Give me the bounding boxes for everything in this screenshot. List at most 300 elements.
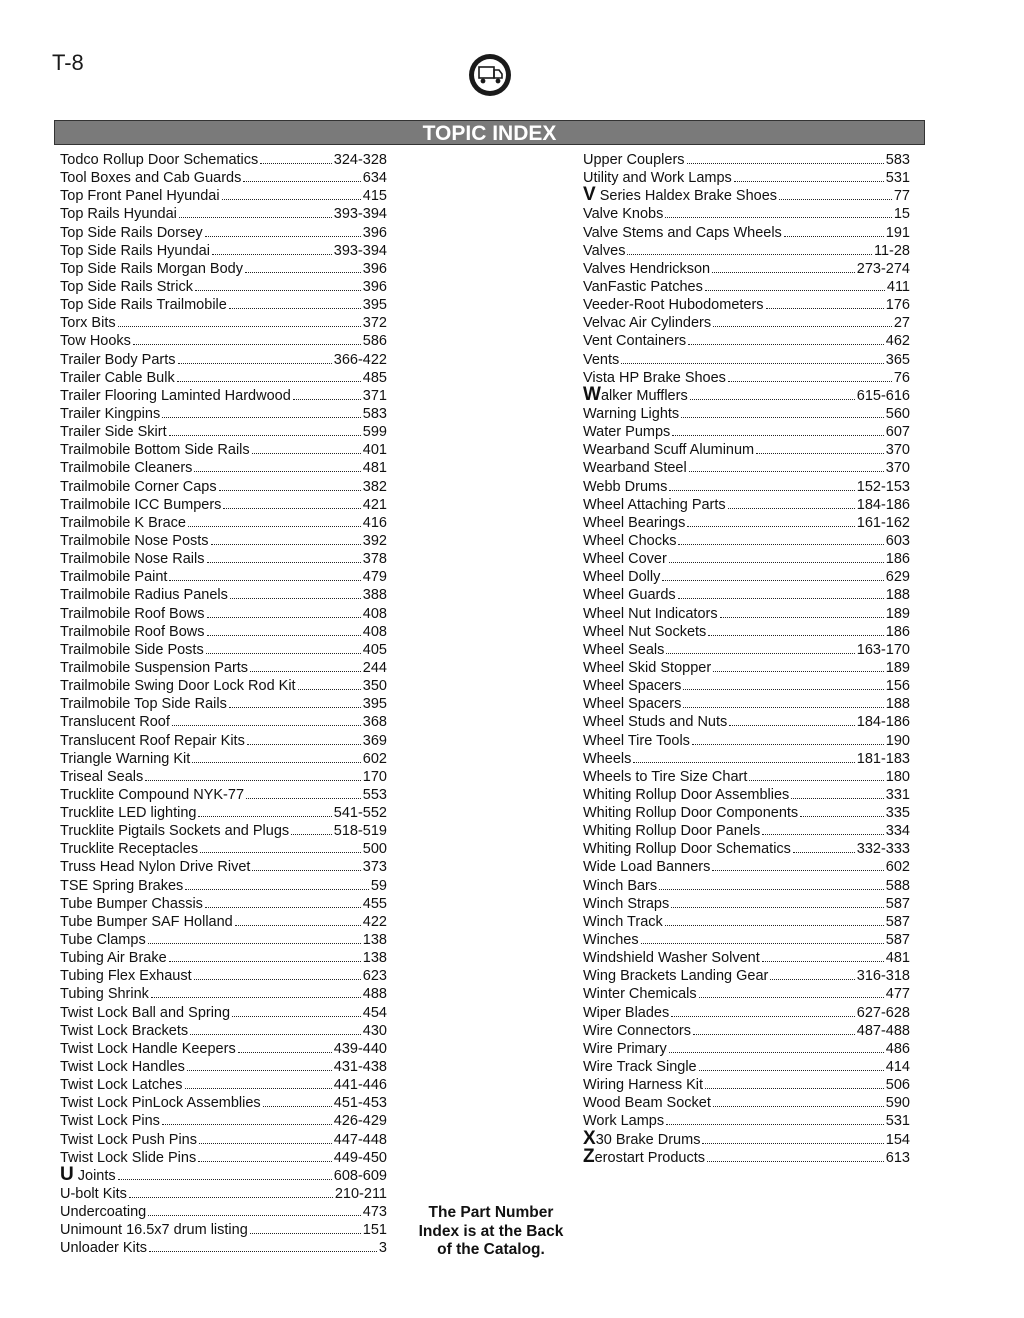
entry-topic-text: Top Rails Hyundai [60, 206, 177, 223]
entry-page: 447-448 [333, 1131, 387, 1148]
index-entry [583, 750, 910, 768]
index-entry [60, 387, 387, 405]
dot-leader [690, 399, 855, 400]
entry-page: 411 [886, 278, 910, 295]
entry-topic-text: Water Pumps [583, 424, 671, 441]
index-entry [583, 278, 910, 296]
entry-topic [583, 985, 697, 1003]
entry-topic [583, 768, 747, 786]
index-entry [583, 514, 910, 532]
dot-leader [713, 1106, 884, 1107]
entry-page: 369 [362, 732, 387, 749]
entry-page: 599 [362, 424, 387, 441]
entry-page: 479 [362, 569, 387, 586]
entry-topic-text: TSE Spring Brakes [60, 877, 184, 894]
dot-leader [687, 163, 884, 164]
entry-topic-text: Trucklite Receptacles [60, 841, 199, 858]
entry-topic [60, 967, 192, 985]
index-entry [60, 1094, 387, 1112]
dot-leader [133, 344, 361, 345]
entry-page: 371 [362, 387, 387, 404]
index-entry [583, 695, 910, 713]
index-entry [583, 242, 910, 260]
index-entry [60, 804, 387, 822]
dot-leader [669, 562, 884, 563]
entry-topic [583, 205, 663, 223]
dot-leader [185, 1088, 332, 1089]
index-entry [60, 260, 387, 278]
entry-topic [60, 224, 203, 242]
index-entry [583, 1022, 910, 1040]
index-entry [583, 351, 910, 369]
entry-page: 430 [362, 1022, 387, 1039]
index-entry [60, 877, 387, 895]
entry-page: 488 [362, 986, 387, 1003]
dot-leader [791, 798, 883, 799]
index-entry [583, 967, 910, 985]
dot-leader [689, 471, 884, 472]
entry-page: 11-28 [873, 242, 910, 259]
entry-topic-text: Joints [73, 1167, 116, 1184]
entry-page: 462 [885, 333, 910, 350]
entry-topic [583, 840, 791, 858]
index-entry [583, 949, 910, 967]
index-entry [60, 1022, 387, 1040]
entry-topic-text: 30 Brake Drums [595, 1131, 701, 1148]
entry-page: 392 [362, 532, 387, 549]
entry-topic-text: Tubing Shrink [60, 986, 149, 1003]
entry-topic [60, 732, 245, 750]
index-entry [583, 532, 910, 550]
dot-leader [793, 852, 855, 853]
entry-topic-text: Veeder-Root Hubodometers [583, 297, 764, 314]
dot-leader [222, 199, 361, 200]
dot-leader [172, 725, 361, 726]
entry-page: 588 [885, 877, 910, 894]
entry-topic-text: Vents [583, 351, 620, 368]
entry-page: 365 [885, 351, 910, 368]
entry-topic [583, 383, 688, 405]
entry-topic [60, 1058, 185, 1076]
dot-leader [687, 526, 854, 527]
entry-topic-text: alker Mufflers [600, 387, 688, 404]
entry-topic [583, 1004, 669, 1022]
dot-leader [766, 308, 884, 309]
dot-leader [688, 344, 884, 345]
index-entry [60, 405, 387, 423]
dot-leader [223, 508, 360, 509]
entry-page: 188 [885, 696, 910, 713]
entry-topic-text: Trucklite LED lighting [60, 805, 197, 822]
entry-topic [583, 151, 685, 169]
entry-page: 613 [885, 1149, 910, 1166]
entry-topic [583, 514, 685, 532]
entry-topic [583, 750, 631, 768]
entry-topic [583, 242, 625, 260]
entry-topic [583, 260, 710, 278]
entry-page: 421 [362, 496, 387, 513]
index-entry [60, 369, 387, 387]
part-number-index-note [405, 1204, 577, 1260]
entry-topic [583, 713, 727, 731]
index-entry [583, 1004, 910, 1022]
index-entry [60, 695, 387, 713]
dot-leader [118, 1179, 332, 1180]
entry-topic-text: Wheel Dolly [583, 569, 661, 586]
entry-page: 154 [885, 1131, 910, 1148]
index-entry [60, 1058, 387, 1076]
entry-topic [60, 568, 167, 586]
dot-leader [229, 308, 361, 309]
entry-page: 189 [885, 659, 910, 676]
index-entry [583, 332, 910, 350]
index-entry [60, 496, 387, 514]
entry-topic-text: Wheel Attaching Parts [583, 496, 726, 513]
dot-leader [198, 816, 331, 817]
entry-topic-text: Trailmobile ICC Bumpers [60, 496, 222, 513]
entry-page: 396 [362, 260, 387, 277]
entry-topic [60, 550, 205, 568]
entry-topic-text: Wearband Steel [583, 460, 687, 477]
entry-topic [60, 260, 243, 278]
dot-leader [178, 363, 332, 364]
dot-leader [118, 326, 361, 327]
dot-leader [756, 453, 884, 454]
entry-topic-text: Wheels [583, 750, 632, 767]
entry-topic [60, 713, 170, 731]
entry-topic [583, 224, 782, 242]
entry-topic [60, 1239, 147, 1257]
dot-leader [702, 1143, 883, 1144]
entry-topic-text: Trailer Side Skirt [60, 424, 167, 441]
dot-leader [627, 254, 872, 255]
entry-topic-text: Translucent Roof [60, 714, 170, 731]
dot-leader [669, 490, 854, 491]
section-letter: X [583, 1127, 596, 1149]
dot-leader [672, 435, 884, 436]
entry-topic [60, 351, 176, 369]
dot-leader [149, 1251, 377, 1252]
dot-leader [185, 889, 369, 890]
entry-page: 587 [885, 913, 910, 930]
entry-topic-text: Work Lamps [583, 1113, 665, 1130]
index-entry [583, 804, 910, 822]
entry-topic-text: Tubing Flex Exhaust [60, 968, 192, 985]
entry-topic [60, 931, 146, 949]
entry-topic-text: Trailmobile Cleaners [60, 460, 193, 477]
entry-topic-text: Trailmobile Nose Posts [60, 532, 209, 549]
entry-topic-text: Trailmobile Roof Bows [60, 605, 205, 622]
entry-topic [60, 1004, 230, 1022]
index-entry [60, 895, 387, 913]
entry-page: 191 [885, 224, 910, 241]
entry-topic-text: Trailmobile Paint [60, 569, 168, 586]
entry-topic [583, 169, 732, 187]
index-entry [60, 296, 387, 314]
entry-topic-text: Tube Clamps [60, 932, 146, 949]
index-entry [60, 1239, 387, 1257]
index-entry [60, 278, 387, 296]
dot-leader [187, 1070, 332, 1071]
index-entry [583, 568, 910, 586]
dot-leader [188, 526, 361, 527]
dot-leader [728, 381, 892, 382]
entry-page: 590 [885, 1095, 910, 1112]
entry-page: 370 [885, 460, 910, 477]
index-entry [60, 1163, 387, 1185]
index-entry [60, 713, 387, 731]
entry-page: 441-446 [333, 1077, 387, 1094]
note-line: The Part Number [428, 1204, 554, 1221]
dot-leader [621, 363, 884, 364]
entry-topic [60, 314, 116, 332]
index-entry [60, 1185, 387, 1203]
entry-topic-text: Trailmobile Corner Caps [60, 478, 217, 495]
entry-page: 531 [885, 1113, 910, 1130]
entry-topic [583, 949, 760, 967]
entry-page: 477 [885, 986, 910, 1003]
dot-leader [169, 435, 361, 436]
entry-topic [583, 967, 768, 985]
dot-leader [243, 181, 360, 182]
dot-leader [666, 1124, 884, 1125]
index-entry [583, 985, 910, 1003]
index-entry [583, 205, 910, 223]
entry-page: 151 [362, 1222, 387, 1239]
dot-leader [252, 870, 360, 871]
entry-topic-text: Undercoating [60, 1204, 147, 1221]
dot-leader [298, 689, 361, 690]
topic-index-banner: TOPIC INDEX [54, 120, 925, 145]
entry-page: 583 [885, 152, 910, 168]
entry-topic-text: Trailmobile Radius Panels [60, 587, 228, 604]
page-number: T-8 [52, 50, 84, 75]
index-entry [60, 423, 387, 441]
index-entry [583, 405, 910, 423]
entry-topic-text: Winch Track [583, 913, 663, 930]
entry-page: 190 [885, 732, 910, 749]
entry-topic-text: Wheel Studs and Nuts [583, 714, 728, 731]
entry-topic [60, 768, 143, 786]
entry-topic-text: Top Side Rails Morgan Body [60, 260, 243, 277]
entry-topic [60, 532, 209, 550]
index-entry [60, 1004, 387, 1022]
entry-topic [60, 804, 196, 822]
dot-leader [206, 653, 361, 654]
entry-page: 273-274 [856, 260, 910, 277]
index-entry [583, 677, 910, 695]
index-entry [60, 532, 387, 550]
entry-topic [583, 732, 690, 750]
entry-page: 426-429 [333, 1113, 387, 1130]
entry-topic-text: Top Side Rails Dorsey [60, 224, 203, 241]
dot-leader [800, 816, 884, 817]
entry-page: 587 [885, 895, 910, 912]
entry-topic-text: Winch Straps [583, 895, 670, 912]
entry-page: 449-450 [333, 1149, 387, 1166]
entry-page: 560 [885, 405, 910, 422]
index-entry [583, 550, 910, 568]
dot-leader [179, 217, 332, 218]
section-letter: Z [583, 1145, 595, 1167]
index-entry [60, 750, 387, 768]
entry-page: 368 [362, 714, 387, 731]
dot-leader [192, 762, 361, 763]
entry-topic [60, 514, 186, 532]
index-entry [583, 623, 910, 641]
entry-topic-text: Whiting Rollup Door Panels [583, 823, 761, 840]
index-entry [60, 840, 387, 858]
index-entry [583, 822, 910, 840]
dot-leader [148, 1215, 361, 1216]
entry-topic [60, 1131, 197, 1149]
dot-leader [683, 707, 883, 708]
index-entry [583, 296, 910, 314]
entry-page: 156 [885, 678, 910, 695]
entry-topic-text: Trailer Kingpins [60, 405, 161, 422]
entry-topic [583, 278, 703, 296]
index-entry [583, 260, 910, 278]
index-entry [583, 895, 910, 913]
entry-topic [583, 858, 710, 876]
dot-leader [705, 1088, 884, 1089]
index-entry [60, 568, 387, 586]
entry-topic-text: Wheel Skid Stopper [583, 659, 712, 676]
entry-page: 627-628 [856, 1004, 910, 1021]
index-entry [60, 858, 387, 876]
index-entry [60, 332, 387, 350]
entry-page: 170 [362, 768, 387, 785]
dot-leader [229, 707, 361, 708]
entry-topic [60, 441, 250, 459]
entry-page: 138 [362, 932, 387, 949]
entry-topic-text: Wheel Chocks [583, 532, 677, 549]
entry-topic-text: Top Side Rails Trailmobile [60, 297, 227, 314]
dot-leader [692, 744, 884, 745]
entry-topic [60, 641, 204, 659]
entry-page: 395 [362, 696, 387, 713]
entry-topic [60, 187, 220, 205]
dot-leader [205, 907, 361, 908]
entry-topic [60, 1163, 116, 1185]
entry-topic-text: Todco Rollup Door Schematics [60, 152, 259, 168]
dot-leader [169, 961, 361, 962]
entry-topic-text: Twist Lock Ball and Spring [60, 1004, 231, 1021]
dot-leader [720, 617, 884, 618]
index-entry [583, 459, 910, 477]
entry-topic-text: Trucklite Pigtails Sockets and Plugs [60, 823, 290, 840]
entry-page: 439-440 [333, 1040, 387, 1057]
entry-page: 180 [885, 768, 910, 785]
entry-page: 481 [362, 460, 387, 477]
dot-leader [145, 780, 361, 781]
note-line: of the Catalog. [437, 1241, 545, 1258]
entry-topic-text: Series Haldex Brake Shoes [595, 188, 778, 205]
dot-leader [211, 544, 361, 545]
entry-page: 3 [378, 1240, 387, 1257]
dot-leader [199, 1143, 332, 1144]
entry-topic-text: Vent Containers [583, 333, 687, 350]
entry-topic-text: Twist Lock Handle Keepers [60, 1040, 236, 1057]
entry-page: 332-333 [856, 841, 910, 858]
entry-topic [583, 677, 681, 695]
index-entry [60, 641, 387, 659]
entry-page: 188 [885, 587, 910, 604]
entry-page: 518-519 [333, 823, 387, 840]
entry-topic-text: Whiting Rollup Door Assemblies [583, 786, 790, 803]
entry-page: 583 [362, 405, 387, 422]
entry-topic [60, 205, 177, 223]
index-entry [60, 1040, 387, 1058]
entry-topic-text: Utility and Work Lamps [583, 170, 732, 187]
entry-topic-text: Winter Chemicals [583, 986, 697, 1003]
dot-leader [671, 1016, 855, 1017]
index-entry [60, 913, 387, 931]
dot-leader [641, 943, 884, 944]
entry-page: 607 [885, 424, 910, 441]
dot-leader [784, 236, 884, 237]
dot-leader [162, 1124, 332, 1125]
entry-topic [60, 1221, 248, 1239]
dot-leader [219, 490, 361, 491]
dot-leader [129, 1197, 333, 1198]
index-entry [60, 931, 387, 949]
index-entry [583, 314, 910, 332]
dot-leader [230, 598, 361, 599]
index-entry [60, 967, 387, 985]
index-entry [583, 496, 910, 514]
entry-topic-text: Valves Hendrickson [583, 260, 711, 277]
index-entry [60, 205, 387, 223]
index-entry [60, 351, 387, 369]
trailer-wheel-logo-icon [467, 52, 513, 98]
entry-page: 335 [885, 805, 910, 822]
index-entry [60, 169, 387, 187]
entry-page: 366-422 [333, 351, 387, 368]
entry-topic-text: Valves [583, 242, 626, 259]
entry-topic-text: Trailmobile K Brace [60, 514, 186, 531]
entry-topic-text: Torx Bits [60, 315, 116, 332]
entry-page: 431-438 [333, 1059, 387, 1076]
index-entry [583, 768, 910, 786]
dot-leader [177, 381, 361, 382]
entry-topic-text: Tubing Air Brake [60, 950, 167, 967]
index-entry [583, 1040, 910, 1058]
entry-topic [583, 641, 664, 659]
entry-topic-text: Triangle Warning Kit [60, 750, 191, 767]
index-entry [60, 822, 387, 840]
dot-leader [734, 181, 884, 182]
entry-page: 152-153 [856, 478, 910, 495]
entry-topic-text: Trailmobile Nose Rails [60, 551, 205, 568]
index-entry [60, 786, 387, 804]
index-entry [60, 623, 387, 641]
dot-leader [162, 417, 361, 418]
dot-leader [194, 979, 361, 980]
index-entry [60, 949, 387, 967]
dot-leader [291, 834, 332, 835]
index-entry [583, 1094, 910, 1112]
entry-page: 623 [362, 968, 387, 985]
entry-topic-text: Trailmobile Side Posts [60, 641, 204, 658]
dot-leader [713, 671, 884, 672]
entry-topic [583, 877, 657, 895]
entry-topic-text: Trailer Cable Bulk [60, 369, 175, 386]
index-entry [60, 1149, 387, 1167]
entry-topic [583, 351, 619, 369]
dot-leader [247, 744, 361, 745]
entry-page: 602 [885, 859, 910, 876]
